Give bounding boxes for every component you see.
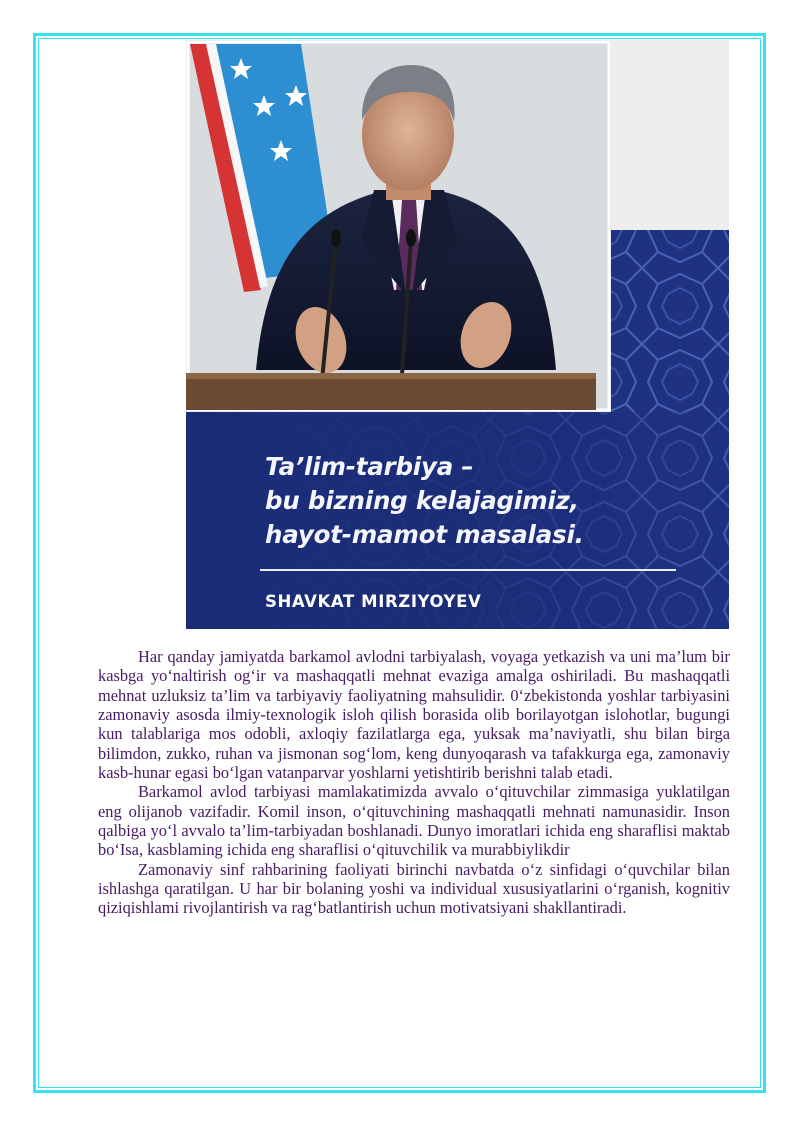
poster <box>186 40 729 629</box>
paragraph: Barkamol avlod tarbiyasi mamlakatimizda avvalo o‘qituvchilar zimmasiga yuklatilgan eng olijanob vazifadir. Komil inson, o‘qituvchining mashaqqatli mehnati namunasidir. Inson qalbiga yo‘l avvalo ta’lim-tarbiyadan boshlanadi. Dunyo imoratlari ichida eng sharaflisi maktab bo‘Isa, kasblaming ichida eng sharaflisi o‘qituvchilik va murabbiylikdir <box>98 782 730 860</box>
paragraph: Har qanday jamiyatda barkamol avlodni tarbiyalash, voyaga yetkazish va uni ma’lum bir kasbga yo‘naltirish og‘ir va mashaqqatli mehnat evaziga amalga oshiriladi. Bu mashaqqatli mehnat uzluksiz ta’lim va tarbiyaviy faoliyatning mahsulidir. 0‘zbekistonda yoshlar tarbiyasini zamonaviy asosda ilmiy-texnologik isloh qilish borasida olib borilayotgan islohotlar, bugungi kun talablariga mos odobli, axloqiy fazilatlarga ega, yuksak ma’naviyatli, shu bilan birga bilimdon, zukko, ruhan va jismonan sog‘lom, keng dunyoqarash va tafakkurga ega, zamonaviy kasb-hunar egasi bo‘lgan vatanparvar yoshlarni yetishtirib berishni talab etadi. <box>98 647 730 783</box>
poster-quote <box>265 450 705 552</box>
quote-line: Ta’lim-tarbiya – <box>265 452 474 481</box>
quote-author: SHAVKAT MIRZIYOYEV <box>265 592 482 611</box>
quote-line: bu bizning kelajagimiz, <box>265 486 579 515</box>
body-text <box>98 647 730 918</box>
paragraph: Zamonaviy sinf rahbarining faoliyati birinchi navbatda o‘z sinfidagi o‘quvchilar bilan ishlashga qaratilgan. U har bir bolaning yoshi va individual xususiyatlarini o‘rganish, kognitiv qiziqishlami rivojlantirish va rag‘batlantirish uchun motivatsiyani shakllantiradi. <box>98 859 730 918</box>
quote-line: hayot-mamot masalasi. <box>265 520 584 549</box>
quote-divider <box>260 569 676 571</box>
